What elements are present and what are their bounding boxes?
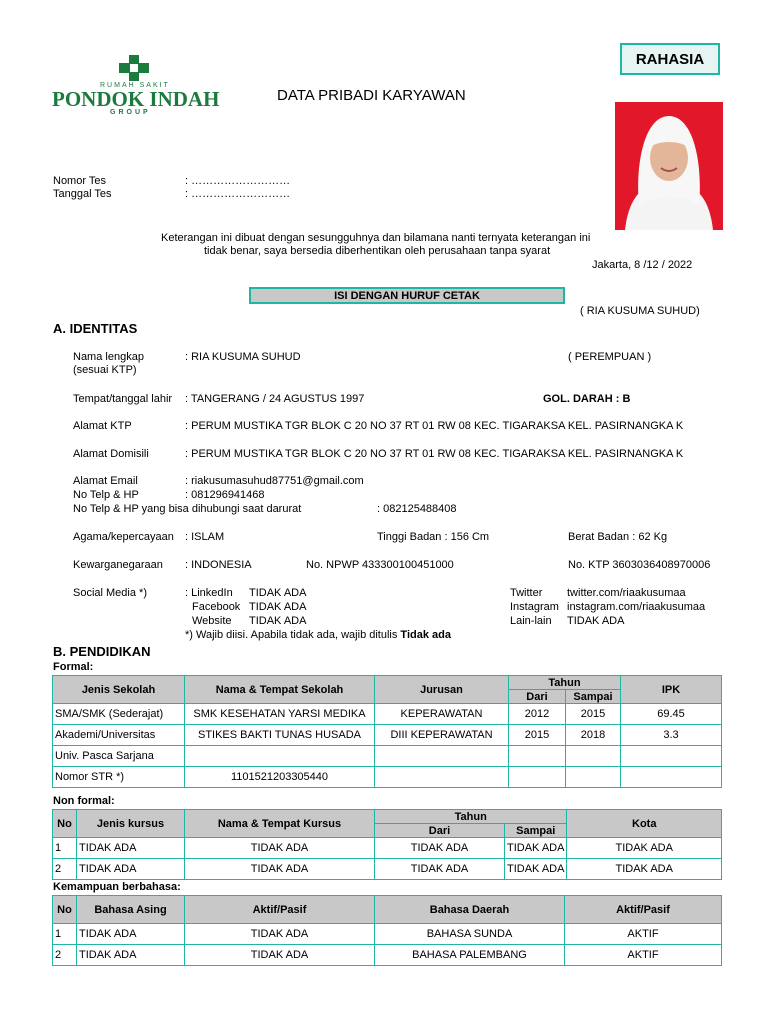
- header-no: No: [53, 810, 77, 838]
- statement-line-1: Keterangan ini dibuat dengan sesungguhnya dan bilamana nanti ternyata keterangan ini: [161, 232, 591, 244]
- header-dari: Dari: [509, 690, 566, 704]
- cell: TIDAK ADA: [77, 859, 185, 880]
- formal-label: Formal:: [53, 661, 94, 673]
- agama-value: : ISLAM: [185, 531, 225, 543]
- cell: SMA/SMK (Sederajat): [53, 704, 185, 725]
- tanggal-tes-value: : ………………………: [185, 188, 291, 200]
- table-row: [53, 704, 722, 725]
- lain-lain-label: Lain-lain: [510, 615, 552, 627]
- alamat-ktp-value: : PERUM MUSTIKA TGR BLOK C 20 NO 37 RT 01 RW 08 KEC. TIGARAKSA KEL. PASIRNANGKA K: [185, 420, 684, 432]
- statement-line-2: tidak benar, saya bersedia diberhentikan oleh perusahaan tanpa syarat: [204, 245, 551, 257]
- header-nama-kursus: Nama & Tempat Kursus: [185, 810, 375, 838]
- cell: [566, 767, 621, 788]
- page-title: DATA PRIBADI KARYAWAN: [277, 87, 466, 104]
- linkedin-label: : LinkedIn: [185, 587, 233, 599]
- header-kota: Kota: [567, 810, 722, 838]
- telp-darurat-label: No Telp & HP yang bisa dihubungi saat darurat: [73, 503, 302, 515]
- cell: TIDAK ADA: [505, 859, 567, 880]
- header-jurusan: Jurusan: [375, 676, 509, 704]
- cell: Univ. Pasca Sarjana: [53, 746, 185, 767]
- header-aktif-pasif-asing: Aktif/Pasif: [185, 896, 375, 924]
- section-pendidikan-heading: B. PENDIDIKAN: [53, 644, 151, 659]
- table-row: [53, 945, 722, 966]
- logo-top-text: RUMAH SAKIT: [100, 82, 170, 89]
- social-media-note: [185, 629, 451, 641]
- cell: TIDAK ADA: [567, 859, 722, 880]
- cell: [375, 767, 509, 788]
- cell: TIDAK ADA: [375, 859, 505, 880]
- alamat-domisili-value: : PERUM MUSTIKA TGR BLOK C 20 NO 37 RT 01 RW 08 KEC. TIGARAKSA KEL. PASIRNANGKA K: [185, 448, 684, 460]
- lain-lain-value: TIDAK ADA: [567, 615, 625, 627]
- alamat-ktp-label: Alamat KTP: [73, 420, 132, 432]
- email-value: : riakusumasuhud87751@gmail.com: [185, 475, 364, 487]
- agama-label: Agama/kepercayaan: [73, 531, 174, 543]
- cell: [566, 746, 621, 767]
- table-row: [53, 725, 722, 746]
- telp-label: No Telp & HP: [73, 489, 139, 501]
- nomor-tes-value: : ………………………: [185, 175, 291, 187]
- tanggal-tes-label: Tanggal Tes: [53, 188, 112, 200]
- table-row: [53, 838, 722, 859]
- linkedin-value: TIDAK ADA: [249, 587, 307, 599]
- cell: 2015: [509, 725, 566, 746]
- facebook-value: TIDAK ADA: [249, 601, 307, 613]
- instagram-label: Instagram: [510, 601, 559, 613]
- header-no: No: [53, 896, 77, 924]
- table-row: [53, 767, 722, 788]
- ktp-number-value: No. KTP 3603036408970006: [568, 559, 711, 571]
- logo-bottom-text: GROUP: [110, 109, 151, 116]
- header-bahasa-asing: Bahasa Asing: [77, 896, 185, 924]
- cell: 69.45: [621, 704, 722, 725]
- nama-label-note: (sesuai KTP): [73, 364, 137, 376]
- cell: TIDAK ADA: [185, 859, 375, 880]
- cell: 2015: [566, 704, 621, 725]
- table-row: [53, 859, 722, 880]
- header-sampai: Sampai: [566, 690, 621, 704]
- signature-name: ( RIA KUSUMA SUHUD): [580, 305, 700, 317]
- nomor-tes-label: Nomor Tes: [53, 175, 106, 187]
- gender-value: ( PEREMPUAN ): [568, 351, 652, 363]
- cell: BAHASA PALEMBANG: [375, 945, 565, 966]
- telp-value: : 081296941468: [185, 489, 265, 501]
- golongan-darah: GOL. DARAH : B: [543, 393, 631, 405]
- social-media-note-text: *) Wajib diisi. Apabila tidak ada, wajib ditulis: [185, 629, 401, 641]
- alamat-domisili-label: Alamat Domisili: [73, 448, 149, 460]
- website-label: Website: [192, 615, 232, 627]
- cell: TIDAK ADA: [77, 924, 185, 945]
- cell: 1: [53, 924, 77, 945]
- nama-value: : RIA KUSUMA SUHUD: [185, 351, 301, 363]
- cell: 3.3: [621, 725, 722, 746]
- tinggi-badan: Tinggi Badan : 156 Cm: [377, 531, 490, 543]
- cell: SMK KESEHATAN YARSI MEDIKA: [185, 704, 375, 725]
- hospital-logo: [52, 55, 222, 120]
- ttl-label: Tempat/tanggal lahir: [73, 393, 173, 405]
- cell: KEPERAWATAN: [375, 704, 509, 725]
- cell: TIDAK ADA: [567, 838, 722, 859]
- language-table: [52, 895, 722, 966]
- cell: [509, 746, 566, 767]
- nama-label: Nama lengkap: [73, 351, 144, 363]
- social-media-label: Social Media *): [73, 587, 147, 599]
- telp-darurat-value: : 082125488408: [377, 503, 457, 515]
- cell: [621, 767, 722, 788]
- cell: TIDAK ADA: [505, 838, 567, 859]
- nonformal-label: Non formal:: [53, 795, 115, 807]
- npwp-value: No. NPWP 433300100451000: [306, 559, 454, 571]
- signing-date: Jakarta, 8 /12 / 2022: [592, 259, 693, 271]
- social-media-note-bold: Tidak ada: [400, 629, 451, 641]
- cell: TIDAK ADA: [77, 945, 185, 966]
- cell: TIDAK ADA: [375, 838, 505, 859]
- cell: [185, 746, 375, 767]
- cell: [621, 746, 722, 767]
- medical-cross-icon: [119, 55, 149, 81]
- nonformal-education-table: [52, 809, 722, 880]
- cell: AKTIF: [565, 945, 722, 966]
- formal-education-table: [52, 675, 722, 788]
- website-value: TIDAK ADA: [249, 615, 307, 627]
- profile-photo: [615, 102, 723, 230]
- section-identitas-heading: A. IDENTITAS: [53, 321, 138, 336]
- cell: TIDAK ADA: [185, 924, 375, 945]
- header-jenis-sekolah: Jenis Sekolah: [53, 676, 185, 704]
- cell: 1: [53, 838, 77, 859]
- bahasa-label: Kemampuan berbahasa:: [53, 881, 181, 893]
- cell: [509, 767, 566, 788]
- cell: 2018: [566, 725, 621, 746]
- header-dari: Dari: [375, 824, 505, 838]
- cell: TIDAK ADA: [185, 838, 375, 859]
- header-tahun: Tahun: [509, 676, 621, 690]
- cell: DIII KEPERAWATAN: [375, 725, 509, 746]
- confidential-badge: RAHASIA: [620, 43, 720, 75]
- cell: 2: [53, 859, 77, 880]
- cell: AKTIF: [565, 924, 722, 945]
- header-sampai: Sampai: [505, 824, 567, 838]
- cell: 1101521203305440: [185, 767, 375, 788]
- cell: STIKES BAKTI TUNAS HUSADA: [185, 725, 375, 746]
- table-row: [53, 924, 722, 945]
- instagram-value: instagram.com/riaakusumaa: [567, 601, 706, 613]
- cell: TIDAK ADA: [185, 945, 375, 966]
- cell: TIDAK ADA: [77, 838, 185, 859]
- header-jenis-kursus: Jenis kursus: [77, 810, 185, 838]
- cell: 2: [53, 945, 77, 966]
- cell: [375, 746, 509, 767]
- header-bahasa-daerah: Bahasa Daerah: [375, 896, 565, 924]
- header-nama-sekolah: Nama & Tempat Sekolah: [185, 676, 375, 704]
- facebook-label: Facebook: [192, 601, 241, 613]
- ttl-value: : TANGERANG / 24 AGUSTUS 1997: [185, 393, 365, 405]
- kewarganegaraan-label: Kewarganegaraan: [73, 559, 163, 571]
- header-ipk: IPK: [621, 676, 722, 704]
- logo-main-text: PONDOK INDAH: [52, 87, 220, 111]
- email-label: Alamat Email: [73, 475, 138, 487]
- berat-badan: Berat Badan : 62 Kg: [568, 531, 668, 543]
- cell: Nomor STR *): [53, 767, 185, 788]
- header-aktif-pasif-daerah: Aktif/Pasif: [565, 896, 722, 924]
- twitter-label: Twitter: [510, 587, 543, 599]
- cell: Akademi/Universitas: [53, 725, 185, 746]
- instruction-banner: ISI DENGAN HURUF CETAK: [249, 287, 565, 304]
- table-row: [53, 746, 722, 767]
- kewarganegaraan-value: : INDONESIA: [185, 559, 252, 571]
- header-tahun: Tahun: [375, 810, 567, 824]
- twitter-value: twitter.com/riaakusumaa: [567, 587, 686, 599]
- cell: 2012: [509, 704, 566, 725]
- cell: BAHASA SUNDA: [375, 924, 565, 945]
